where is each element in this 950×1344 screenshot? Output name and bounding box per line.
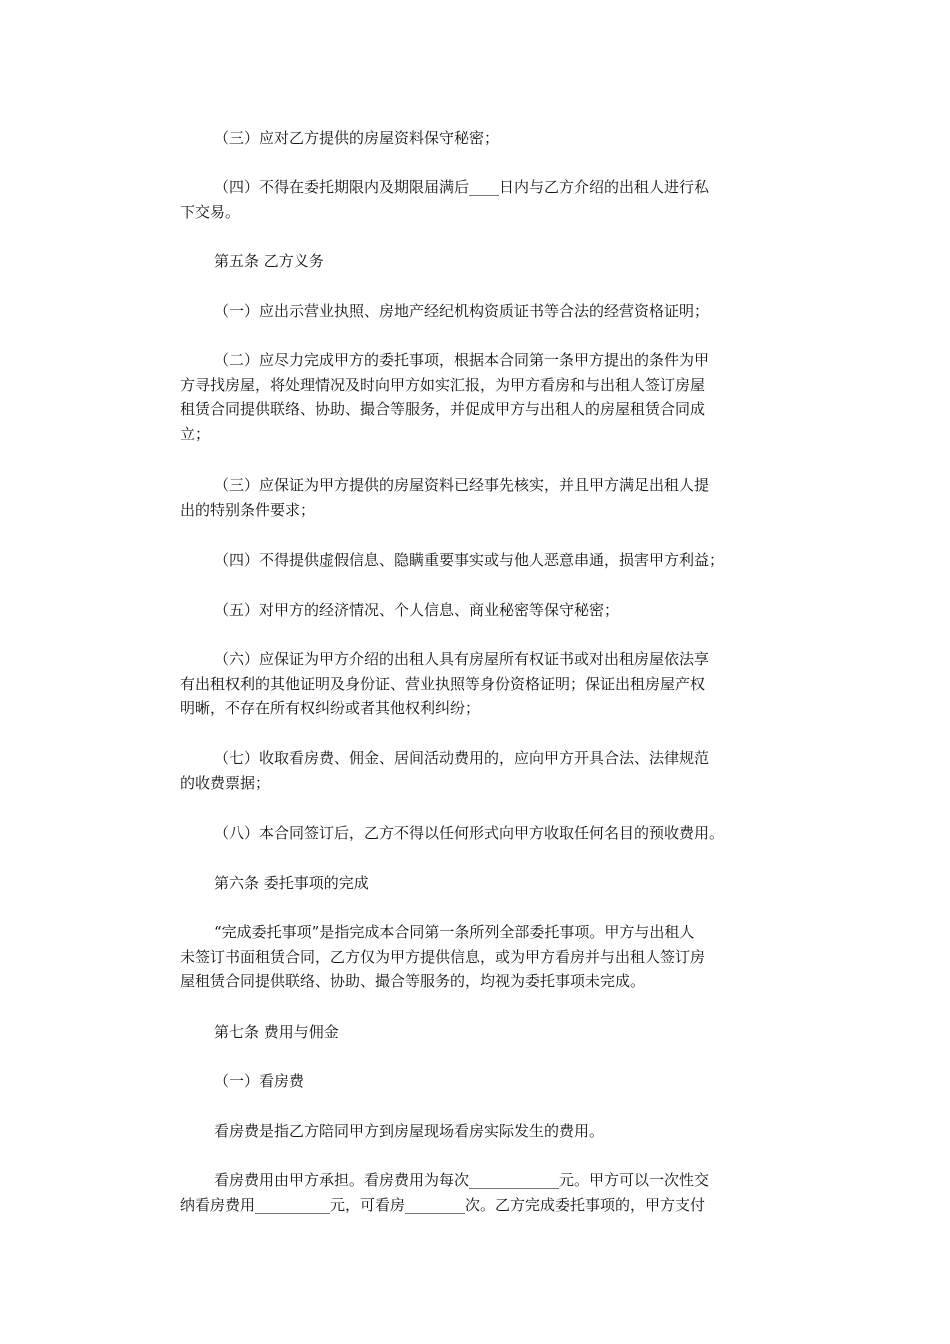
text-line: （三）应对乙方提供的房屋资料保守秘密； (214, 129, 500, 147)
text-line: （四）不得在委托期限内及期限届满后____日内与乙方介绍的出租人进行私 (214, 178, 710, 196)
section-heading-article-5 (180, 249, 780, 274)
section-heading-article-6 (180, 871, 780, 896)
text-line: 明晰，不存在所有权纠纷或者其他权利纠纷； (180, 699, 481, 717)
paragraph-clause-5-7 (180, 746, 780, 795)
text-line: 下交易。 (180, 202, 241, 221)
text-line: 第七条 费用与佣金 (214, 1023, 339, 1041)
paragraph-clause-5-6 (180, 647, 780, 721)
text-line: 纳看房费用__________元，可看房________次。乙方完成委托事项的，甲方支付 (180, 1195, 706, 1214)
text-line: 租赁合同提供联络、协助、撮合等服务，并促成甲方与出租人的房屋租赁合同成 (180, 400, 706, 418)
text-line: （五）对甲方的经济情况、个人信息、商业秘密等保守秘密； (214, 601, 620, 619)
text-line: “完成委托事项”是指完成本合同第一条所列全部委托事项。甲方与出租人 (214, 923, 695, 941)
paragraph-viewing-fee-definition (180, 1119, 780, 1144)
text-line: 第六条 委托事项的完成 (214, 874, 369, 892)
text-line: 第五条 乙方义务 (214, 252, 324, 270)
text-line: 看房费用由甲方承担。看房费用为每次____________元。甲方可以一次性交 (214, 1171, 710, 1189)
text-line: （六）应保证为甲方介绍的出租人具有房屋所有权证书或对出租房屋依法享 (214, 650, 710, 668)
text-line: 未签订书面租赁合同，乙方仅为甲方提供信息，或为甲方看房并与出租人签订房 (180, 947, 706, 966)
paragraph-clause-4-4 (180, 175, 780, 224)
text-line: （八）本合同签订后，乙方不得以任何形式向甲方收取任何名目的预收费用。 (214, 824, 725, 842)
paragraph-clause-5-2 (180, 348, 780, 446)
text-line: 看房费是指乙方陪同甲方到房屋现场看房实际发生的费用。 (214, 1122, 605, 1140)
text-line: （七）收取看房费、佣金、居间活动费用的，应向甲方开具合法、法律规范 (214, 749, 710, 767)
text-line: 方寻找房屋，将处理情况及时向甲方如实汇报，为甲方看房和与出租人签订房屋 (180, 375, 706, 394)
text-line: （四）不得提供虚假信息、隐瞒重要事实或与他人恶意串通，损害甲方利益； (214, 551, 725, 569)
paragraph-viewing-fee-terms (180, 1168, 780, 1217)
paragraph-clause-5-4 (180, 548, 780, 573)
text-line: （一）应出示营业执照、房地产经纪机构资质证书等合法的经营资格证明； (214, 302, 710, 320)
subheading-viewing-fee (180, 1069, 780, 1094)
text-line: 屋租赁合同提供联络、协助、撮合等服务的，均视为委托事项未完成。 (180, 972, 646, 990)
text-line: 的收费票据； (180, 773, 271, 792)
paragraph-clause-5-5 (180, 598, 780, 623)
paragraph-clause-5-8 (180, 821, 780, 846)
text-line: （二）应尽力完成甲方的委托事项，根据本合同第一条甲方提出的条件为甲 (214, 351, 710, 369)
text-line: （三）应保证为甲方提供的房屋资料已经事先核实，并且甲方满足出租人提 (214, 476, 710, 494)
paragraph-clause-5-1 (180, 299, 780, 324)
paragraph-clause-4-3 (180, 126, 780, 151)
text-line: 出的特别条件要求； (180, 500, 316, 519)
text-line: （一）看房费 (214, 1072, 305, 1090)
text-line: 立； (180, 424, 211, 443)
paragraph-clause-5-3 (180, 473, 780, 522)
text-line: 有出租权利的其他证明及身份证、营业执照等身份资格证明；保证出租房屋产权 (180, 674, 706, 693)
section-heading-article-7 (180, 1020, 780, 1045)
paragraph-article-6-body (180, 920, 780, 994)
